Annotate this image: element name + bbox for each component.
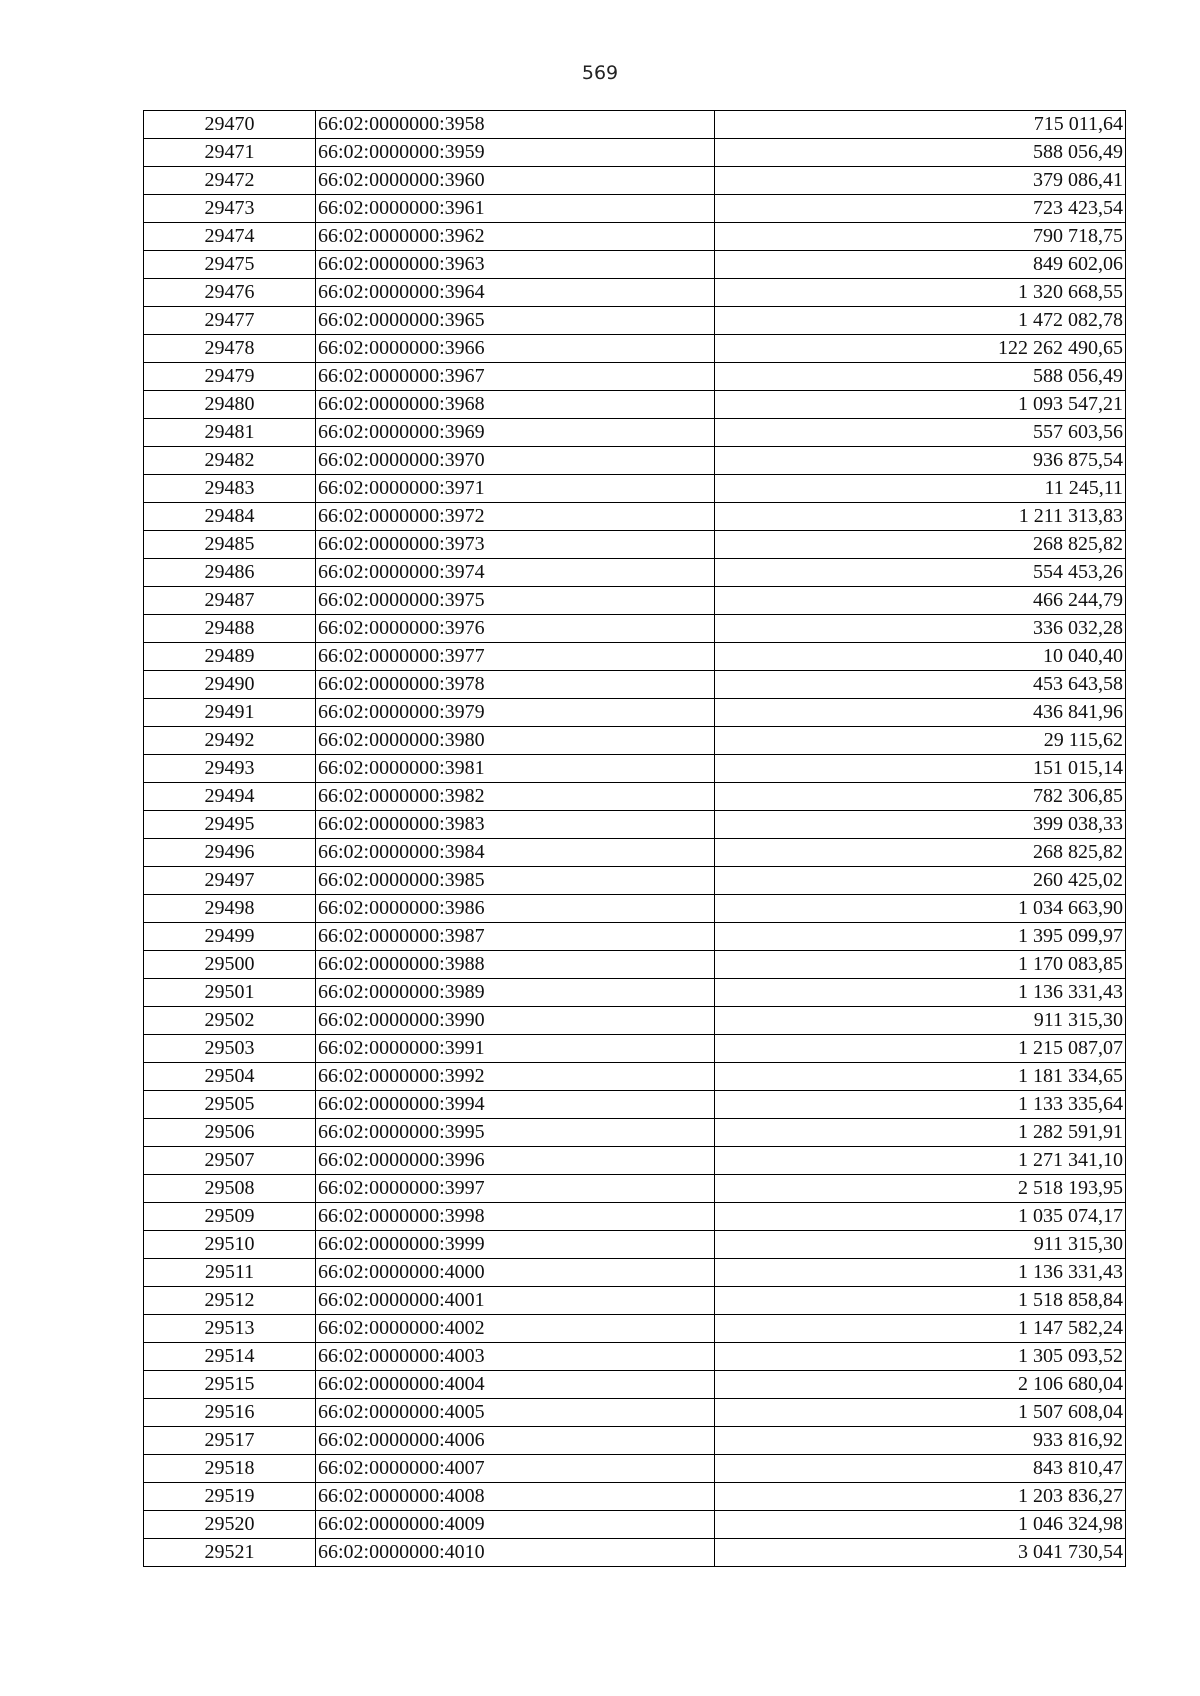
table-row xyxy=(144,1063,1126,1091)
row-number-cell: 29473 xyxy=(144,195,316,223)
row-number-cell: 29503 xyxy=(144,1035,316,1063)
row-number-cell: 29511 xyxy=(144,1259,316,1287)
table-row xyxy=(144,979,1126,1007)
cadastral-value-cell: 1 136 331,43 xyxy=(715,1259,1126,1287)
table-row xyxy=(144,1371,1126,1399)
cadastral-value-cell: 790 718,75 xyxy=(715,223,1126,251)
cadastral-number-cell: 66:02:0000000:4008 xyxy=(316,1483,715,1511)
table-row xyxy=(144,447,1126,475)
row-number-cell: 29499 xyxy=(144,923,316,951)
cadastral-number-cell: 66:02:0000000:4000 xyxy=(316,1259,715,1287)
row-number-cell: 29480 xyxy=(144,391,316,419)
row-number-cell: 29515 xyxy=(144,1371,316,1399)
row-number-cell: 29496 xyxy=(144,839,316,867)
row-number-cell: 29474 xyxy=(144,223,316,251)
cadastral-number-cell: 66:02:0000000:3985 xyxy=(316,867,715,895)
row-number-cell: 29507 xyxy=(144,1147,316,1175)
table-row xyxy=(144,1147,1126,1175)
table-row xyxy=(144,839,1126,867)
cadastral-value-cell: 122 262 490,65 xyxy=(715,335,1126,363)
cadastral-number-cell: 66:02:0000000:3968 xyxy=(316,391,715,419)
table-row xyxy=(144,1007,1126,1035)
table-row xyxy=(144,195,1126,223)
row-number-cell: 29492 xyxy=(144,727,316,755)
cadastral-value-cell: 554 453,26 xyxy=(715,559,1126,587)
row-number-cell: 29516 xyxy=(144,1399,316,1427)
cadastral-value-cell: 1 211 313,83 xyxy=(715,503,1126,531)
cadastral-number-cell: 66:02:0000000:3967 xyxy=(316,363,715,391)
cadastral-number-cell: 66:02:0000000:4010 xyxy=(316,1539,715,1567)
cadastral-number-cell: 66:02:0000000:3988 xyxy=(316,951,715,979)
cadastral-number-cell: 66:02:0000000:3964 xyxy=(316,279,715,307)
table-row xyxy=(144,671,1126,699)
cadastral-number-cell: 66:02:0000000:4003 xyxy=(316,1343,715,1371)
cadastral-number-cell: 66:02:0000000:3999 xyxy=(316,1231,715,1259)
cadastral-value-cell: 723 423,54 xyxy=(715,195,1126,223)
row-number-cell: 29502 xyxy=(144,1007,316,1035)
cadastral-value-cell: 1 035 074,17 xyxy=(715,1203,1126,1231)
row-number-cell: 29510 xyxy=(144,1231,316,1259)
cadastral-number-cell: 66:02:0000000:3960 xyxy=(316,167,715,195)
cadastral-number-cell: 66:02:0000000:3987 xyxy=(316,923,715,951)
table-row xyxy=(144,139,1126,167)
row-number-cell: 29482 xyxy=(144,447,316,475)
cadastral-number-cell: 66:02:0000000:3972 xyxy=(316,503,715,531)
table-row xyxy=(144,111,1126,139)
cadastral-value-cell: 843 810,47 xyxy=(715,1455,1126,1483)
table-row xyxy=(144,391,1126,419)
cadastral-number-cell: 66:02:0000000:3975 xyxy=(316,587,715,615)
row-number-cell: 29491 xyxy=(144,699,316,727)
cadastral-number-cell: 66:02:0000000:3959 xyxy=(316,139,715,167)
row-number-cell: 29508 xyxy=(144,1175,316,1203)
cadastral-number-cell: 66:02:0000000:3994 xyxy=(316,1091,715,1119)
table-row xyxy=(144,1343,1126,1371)
cadastral-value-cell: 588 056,49 xyxy=(715,363,1126,391)
table-row xyxy=(144,1455,1126,1483)
row-number-cell: 29504 xyxy=(144,1063,316,1091)
table-row xyxy=(144,559,1126,587)
table-row xyxy=(144,727,1126,755)
cadastral-value-cell: 1 136 331,43 xyxy=(715,979,1126,1007)
cadastral-value-table xyxy=(143,110,1126,1567)
cadastral-number-cell: 66:02:0000000:3966 xyxy=(316,335,715,363)
table-row xyxy=(144,699,1126,727)
cadastral-value-cell: 849 602,06 xyxy=(715,251,1126,279)
cadastral-number-cell: 66:02:0000000:4002 xyxy=(316,1315,715,1343)
table-row xyxy=(144,1483,1126,1511)
table-row xyxy=(144,755,1126,783)
row-number-cell: 29497 xyxy=(144,867,316,895)
cadastral-value-cell: 1 271 341,10 xyxy=(715,1147,1126,1175)
cadastral-value-cell: 11 245,11 xyxy=(715,475,1126,503)
table-row xyxy=(144,1119,1126,1147)
row-number-cell: 29487 xyxy=(144,587,316,615)
row-number-cell: 29476 xyxy=(144,279,316,307)
row-number-cell: 29514 xyxy=(144,1343,316,1371)
cadastral-number-cell: 66:02:0000000:3977 xyxy=(316,643,715,671)
table-body xyxy=(144,111,1126,1567)
cadastral-number-cell: 66:02:0000000:3992 xyxy=(316,1063,715,1091)
cadastral-value-cell: 2 518 193,95 xyxy=(715,1175,1126,1203)
table-row xyxy=(144,223,1126,251)
table-row xyxy=(144,867,1126,895)
row-number-cell: 29490 xyxy=(144,671,316,699)
row-number-cell: 29489 xyxy=(144,643,316,671)
cadastral-number-cell: 66:02:0000000:3986 xyxy=(316,895,715,923)
cadastral-value-cell: 557 603,56 xyxy=(715,419,1126,447)
cadastral-value-cell: 936 875,54 xyxy=(715,447,1126,475)
table-row xyxy=(144,1399,1126,1427)
cadastral-number-cell: 66:02:0000000:4006 xyxy=(316,1427,715,1455)
cadastral-number-cell: 66:02:0000000:3991 xyxy=(316,1035,715,1063)
cadastral-value-cell: 1 093 547,21 xyxy=(715,391,1126,419)
cadastral-value-cell: 268 825,82 xyxy=(715,839,1126,867)
row-number-cell: 29519 xyxy=(144,1483,316,1511)
cadastral-number-cell: 66:02:0000000:3998 xyxy=(316,1203,715,1231)
row-number-cell: 29493 xyxy=(144,755,316,783)
cadastral-value-cell: 399 038,33 xyxy=(715,811,1126,839)
cadastral-number-cell: 66:02:0000000:4007 xyxy=(316,1455,715,1483)
table-row xyxy=(144,475,1126,503)
row-number-cell: 29501 xyxy=(144,979,316,1007)
cadastral-value-cell: 260 425,02 xyxy=(715,867,1126,895)
cadastral-number-cell: 66:02:0000000:4009 xyxy=(316,1511,715,1539)
table-row xyxy=(144,1287,1126,1315)
cadastral-number-cell: 66:02:0000000:4005 xyxy=(316,1399,715,1427)
cadastral-value-cell: 466 244,79 xyxy=(715,587,1126,615)
table-row xyxy=(144,251,1126,279)
row-number-cell: 29517 xyxy=(144,1427,316,1455)
cadastral-value-cell: 436 841,96 xyxy=(715,699,1126,727)
row-number-cell: 29483 xyxy=(144,475,316,503)
row-number-cell: 29477 xyxy=(144,307,316,335)
cadastral-number-cell: 66:02:0000000:3970 xyxy=(316,447,715,475)
table-row xyxy=(144,307,1126,335)
row-number-cell: 29509 xyxy=(144,1203,316,1231)
table-row xyxy=(144,1091,1126,1119)
cadastral-number-cell: 66:02:0000000:3989 xyxy=(316,979,715,1007)
cadastral-number-cell: 66:02:0000000:3980 xyxy=(316,727,715,755)
row-number-cell: 29484 xyxy=(144,503,316,531)
cadastral-value-cell: 379 086,41 xyxy=(715,167,1126,195)
table-row xyxy=(144,167,1126,195)
cadastral-value-cell: 29 115,62 xyxy=(715,727,1126,755)
cadastral-value-cell: 336 032,28 xyxy=(715,615,1126,643)
row-number-cell: 29495 xyxy=(144,811,316,839)
cadastral-value-cell: 1 215 087,07 xyxy=(715,1035,1126,1063)
table-row xyxy=(144,335,1126,363)
cadastral-number-cell: 66:02:0000000:3969 xyxy=(316,419,715,447)
table-row xyxy=(144,615,1126,643)
cadastral-value-cell: 1 320 668,55 xyxy=(715,279,1126,307)
cadastral-value-cell: 1 507 608,04 xyxy=(715,1399,1126,1427)
cadastral-value-cell: 151 015,14 xyxy=(715,755,1126,783)
cadastral-value-cell: 1 518 858,84 xyxy=(715,1287,1126,1315)
table-row xyxy=(144,279,1126,307)
row-number-cell: 29498 xyxy=(144,895,316,923)
row-number-cell: 29500 xyxy=(144,951,316,979)
table-row xyxy=(144,1203,1126,1231)
table-row xyxy=(144,1427,1126,1455)
table-row xyxy=(144,1259,1126,1287)
row-number-cell: 29485 xyxy=(144,531,316,559)
cadastral-value-cell: 268 825,82 xyxy=(715,531,1126,559)
row-number-cell: 29470 xyxy=(144,111,316,139)
table-row xyxy=(144,503,1126,531)
row-number-cell: 29488 xyxy=(144,615,316,643)
cadastral-value-cell: 782 306,85 xyxy=(715,783,1126,811)
cadastral-value-cell: 1 395 099,97 xyxy=(715,923,1126,951)
cadastral-value-cell: 911 315,30 xyxy=(715,1007,1126,1035)
cadastral-number-cell: 66:02:0000000:3981 xyxy=(316,755,715,783)
row-number-cell: 29472 xyxy=(144,167,316,195)
row-number-cell: 29521 xyxy=(144,1539,316,1567)
cadastral-value-cell: 588 056,49 xyxy=(715,139,1126,167)
row-number-cell: 29479 xyxy=(144,363,316,391)
table-row xyxy=(144,1175,1126,1203)
row-number-cell: 29471 xyxy=(144,139,316,167)
row-number-cell: 29481 xyxy=(144,419,316,447)
cadastral-value-cell: 1 170 083,85 xyxy=(715,951,1126,979)
row-number-cell: 29512 xyxy=(144,1287,316,1315)
cadastral-number-cell: 66:02:0000000:3984 xyxy=(316,839,715,867)
cadastral-number-cell: 66:02:0000000:4001 xyxy=(316,1287,715,1315)
cadastral-value-cell: 2 106 680,04 xyxy=(715,1371,1126,1399)
table-row xyxy=(144,1035,1126,1063)
table-row xyxy=(144,895,1126,923)
row-number-cell: 29494 xyxy=(144,783,316,811)
cadastral-number-cell: 66:02:0000000:3979 xyxy=(316,699,715,727)
table-row xyxy=(144,1315,1126,1343)
cadastral-number-cell: 66:02:0000000:3971 xyxy=(316,475,715,503)
table-row xyxy=(144,811,1126,839)
table-row xyxy=(144,363,1126,391)
table-row xyxy=(144,587,1126,615)
table-row xyxy=(144,419,1126,447)
cadastral-number-cell: 66:02:0000000:3997 xyxy=(316,1175,715,1203)
cadastral-value-cell: 453 643,58 xyxy=(715,671,1126,699)
cadastral-number-cell: 66:02:0000000:4004 xyxy=(316,1371,715,1399)
cadastral-number-cell: 66:02:0000000:3976 xyxy=(316,615,715,643)
cadastral-number-cell: 66:02:0000000:3973 xyxy=(316,531,715,559)
cadastral-value-cell: 1 181 334,65 xyxy=(715,1063,1126,1091)
cadastral-value-cell: 1 472 082,78 xyxy=(715,307,1126,335)
row-number-cell: 29486 xyxy=(144,559,316,587)
cadastral-value-cell: 1 282 591,91 xyxy=(715,1119,1126,1147)
row-number-cell: 29505 xyxy=(144,1091,316,1119)
row-number-cell: 29478 xyxy=(144,335,316,363)
cadastral-number-cell: 66:02:0000000:3983 xyxy=(316,811,715,839)
cadastral-value-cell: 1 147 582,24 xyxy=(715,1315,1126,1343)
cadastral-value-cell: 715 011,64 xyxy=(715,111,1126,139)
cadastral-number-cell: 66:02:0000000:3982 xyxy=(316,783,715,811)
table-row xyxy=(144,531,1126,559)
cadastral-number-cell: 66:02:0000000:3965 xyxy=(316,307,715,335)
page-number: 569 xyxy=(581,62,619,84)
cadastral-value-cell: 1 046 324,98 xyxy=(715,1511,1126,1539)
row-number-cell: 29520 xyxy=(144,1511,316,1539)
cadastral-number-cell: 66:02:0000000:3963 xyxy=(316,251,715,279)
cadastral-value-cell: 1 203 836,27 xyxy=(715,1483,1126,1511)
cadastral-value-cell: 933 816,92 xyxy=(715,1427,1126,1455)
cadastral-number-cell: 66:02:0000000:3996 xyxy=(316,1147,715,1175)
table-row xyxy=(144,783,1126,811)
table-row xyxy=(144,1231,1126,1259)
cadastral-value-cell: 1 133 335,64 xyxy=(715,1091,1126,1119)
cadastral-value-cell: 10 040,40 xyxy=(715,643,1126,671)
cadastral-number-cell: 66:02:0000000:3978 xyxy=(316,671,715,699)
cadastral-value-cell: 3 041 730,54 xyxy=(715,1539,1126,1567)
cadastral-value-cell: 1 034 663,90 xyxy=(715,895,1126,923)
row-number-cell: 29506 xyxy=(144,1119,316,1147)
row-number-cell: 29475 xyxy=(144,251,316,279)
cadastral-number-cell: 66:02:0000000:3990 xyxy=(316,1007,715,1035)
table-row xyxy=(144,1539,1126,1567)
table-row xyxy=(144,643,1126,671)
cadastral-number-cell: 66:02:0000000:3962 xyxy=(316,223,715,251)
table-row xyxy=(144,1511,1126,1539)
cadastral-number-cell: 66:02:0000000:3961 xyxy=(316,195,715,223)
cadastral-value-cell: 1 305 093,52 xyxy=(715,1343,1126,1371)
cadastral-number-cell: 66:02:0000000:3974 xyxy=(316,559,715,587)
row-number-cell: 29518 xyxy=(144,1455,316,1483)
table-row xyxy=(144,923,1126,951)
table-row xyxy=(144,951,1126,979)
cadastral-number-cell: 66:02:0000000:3958 xyxy=(316,111,715,139)
row-number-cell: 29513 xyxy=(144,1315,316,1343)
cadastral-value-cell: 911 315,30 xyxy=(715,1231,1126,1259)
cadastral-number-cell: 66:02:0000000:3995 xyxy=(316,1119,715,1147)
